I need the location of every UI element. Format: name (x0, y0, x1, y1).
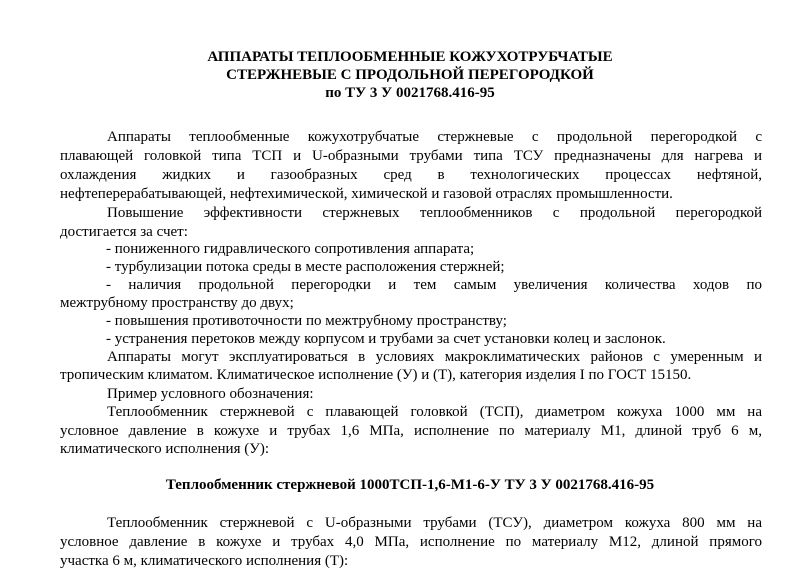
list-item-4: - повышения противоточности по межтрубному пространству; (106, 313, 507, 329)
list-item-5: - устранения перетоков между корпусом и трубами за счет установки колец и заслонок. (106, 331, 666, 347)
document-title-line-2: СТЕРЖНЕВЫЕ С ПРОДОЛЬНОЙ ПЕРЕГОРОДКОЙ (226, 67, 594, 83)
paragraph-1-line-3: охлаждения жидких и газообразных сред в технологических процессах нефтяной, (60, 167, 762, 183)
paragraph-4-line-2: условное давление в кожухе и трубах 1,6 МПа, исполнение по материалу М1, длиной труб 6 м, (60, 423, 762, 439)
paragraph-3-line-2: тропическим климатом. Климатическое исполнение (У) и (Т), категория изделия I по ГОСТ 15150. (60, 367, 692, 383)
paragraph-5-line-3: участка 6 м, климатического исполнения (Т): (60, 553, 349, 569)
example-heading: Пример условного обозначения: (107, 386, 314, 402)
list-item-1: - пониженного гидравлического сопротивления аппарата; (106, 241, 475, 257)
paragraph-2-line-2: достигается за счет: (60, 224, 188, 240)
paragraph-5-line-1: Теплообменник стержневой с U-образными трубами (ТСУ), диаметром кожуха 800 мм на (107, 515, 762, 531)
paragraph-1-line-2: плавающей головкой типа ТСП и U-образными трубами типа ТСУ предназначены для нагрева и (60, 148, 762, 164)
paragraph-5-line-2: условное давление в кожухе и трубах 4,0 МПа, исполнение по материалу М12, длиной прямого (60, 534, 762, 550)
list-item-3-line-2: межтрубному пространству до двух; (60, 295, 294, 311)
list-item-3-line-1: - наличия продольной перегородки и тем самым увеличения количества ходов по (106, 277, 762, 293)
paragraph-1-line-1: Аппараты теплообменные кожухотрубчатые стержневые с продольной перегородкой с (107, 129, 762, 145)
document-title-line-1: АППАРАТЫ ТЕПЛООБМЕННЫЕ КОЖУХОТРУБЧАТЫЕ (207, 49, 613, 65)
paragraph-3-line-1: Аппараты могут эксплуатироваться в условиях макроклиматических районов с умеренным и (107, 349, 762, 365)
document-title-line-3: по ТУ 3 У 0021768.416-95 (325, 85, 495, 101)
example-designation: Теплообменник стержневой 1000ТСП-1,6-М1-6-У ТУ 3 У 0021768.416-95 (165, 477, 655, 493)
paragraph-1-line-4: нефтеперерабатывающей, нефтехимической, химической и газовой отраслях промышленности. (60, 186, 673, 202)
list-item-2: - турбулизации потока среды в месте расположения стержней; (106, 259, 505, 275)
paragraph-4-line-1: Теплообменник стержневой с плавающей головкой (ТСП), диаметром кожуха 1000 мм на (107, 404, 762, 420)
paragraph-2-line-1: Повышение эффективности стержневых теплообменников с продольной перегородкой (107, 205, 762, 221)
paragraph-4-line-3: климатического исполнения (У): (60, 441, 269, 457)
